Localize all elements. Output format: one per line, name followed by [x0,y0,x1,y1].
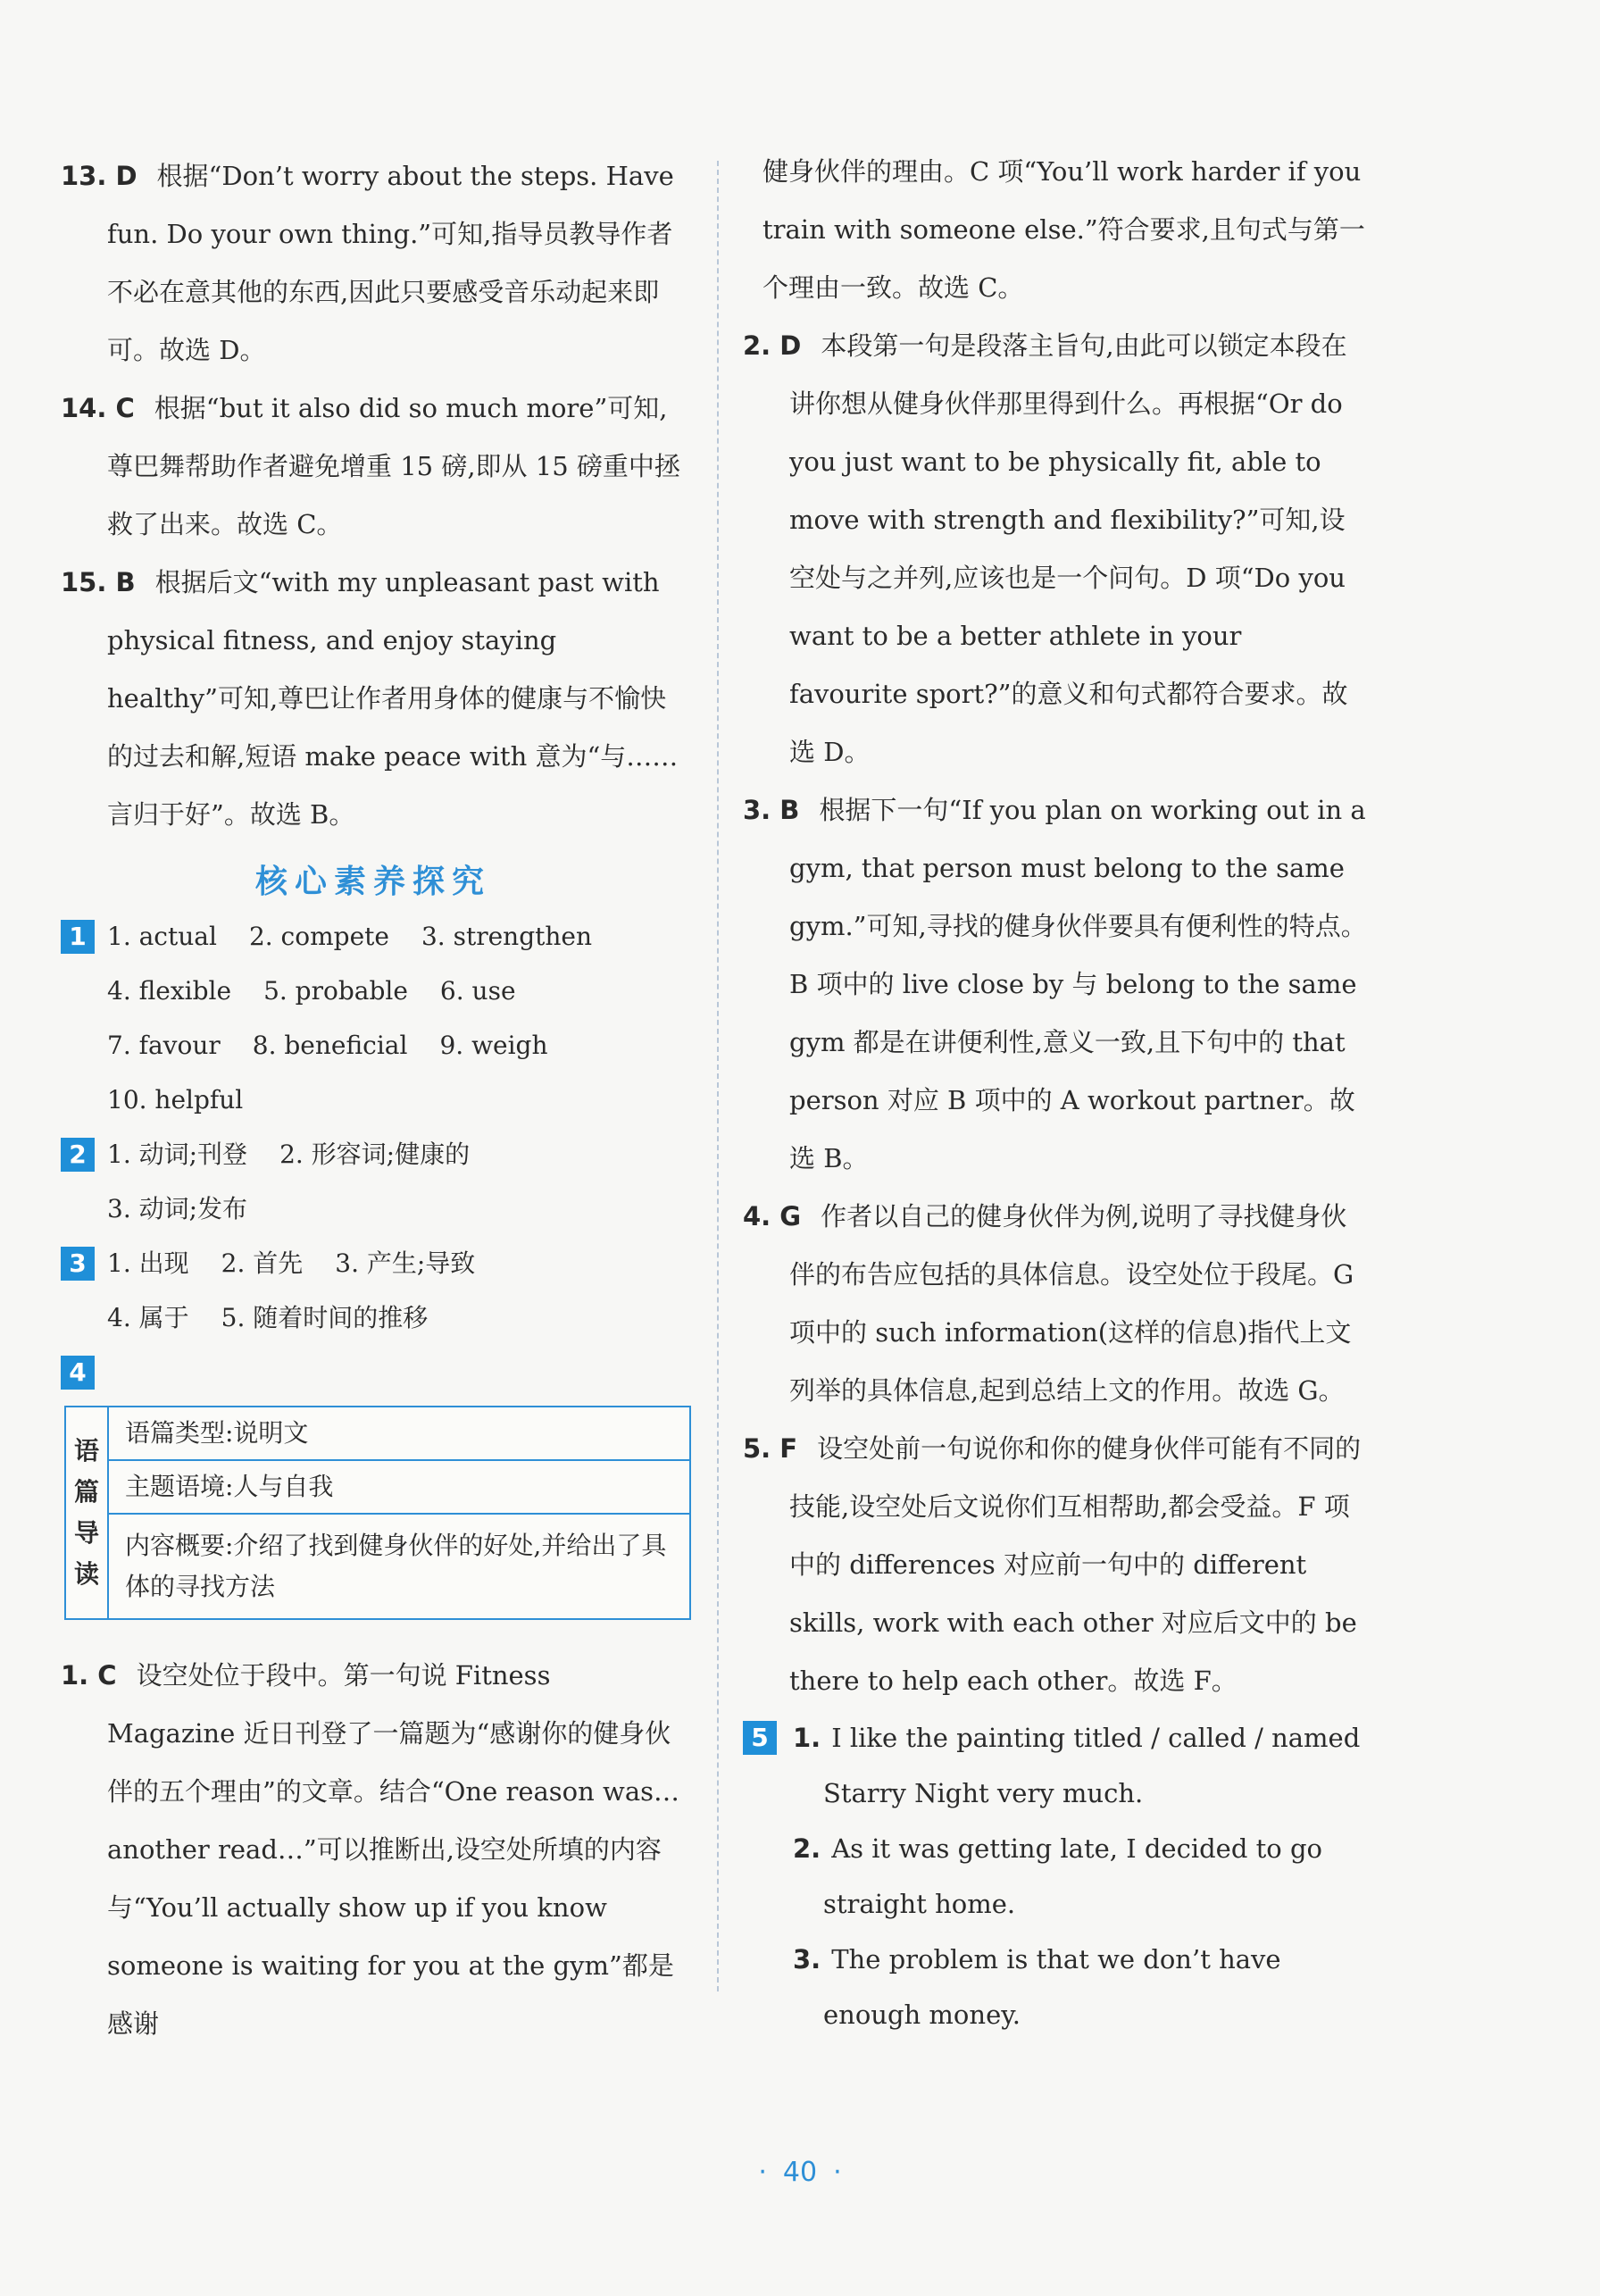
answer-number: 13. D [61,161,138,191]
answer-5 [743,1420,1368,1710]
column-divider [717,161,719,1991]
vocab-line [107,1181,502,1236]
answer-text: 设空处位于段中。第一句说 Fitness Magazine 近日刊登了一篇题为“感谢你的健身伙伴的五个理由”的文章。结合“One reason was… another read…”可以推断出,设空处所填的内容与“You’ll actually show up if you know someone is waiting for you at the gym”都是感谢 [107,1660,680,2039]
answer-15 [61,554,686,844]
vocab-item: 5. probable [263,976,408,1006]
vocab-item: 3. strengthen [421,922,593,951]
vocab-item: 9. weigh [439,1031,548,1060]
vocab-item: 1. 出现 [107,1248,189,1278]
exercise-badge: 5 [743,1721,777,1755]
vocab-line [107,1290,507,1345]
answer-text: 根据下一句“If you plan on working out in a gym, that person must belong to the same gym.”可知,寻找的健身伙伴要具有便利性的特点。B 项中的 live close by 与 belong to the same gym 都是在讲便利性,意义一致,且下句中的 that person 对应 B 项中的 A workout partner。故选 B。 [789,795,1367,1173]
answer-number: 14. C [61,393,135,423]
answer-text: 作者以自己的健身伙伴为例,说明了寻找健身伙伴的布告应包括的具体信息。设空处位于段尾。G 项中的 such information(这样的信息)指代上文列举的具体信息,起到总结上文的作用。故选 G。 [789,1201,1354,1406]
guide-label-char: 语 [73,1436,99,1465]
item-number: 2. [793,1833,821,1864]
left-column [61,147,686,2053]
answer-1 [61,1647,686,2053]
footer-dot: · [833,2157,842,2188]
answer-number: 5. F [743,1433,798,1464]
answer-number: 3. B [743,795,800,825]
page-number: 40 [782,2157,818,2188]
page-footer [0,2157,1600,2188]
exercise-badge: 4 [61,1356,95,1390]
exercise-block-1 [61,909,686,1127]
item-text: As it was getting late, I decided to go straight home. [823,1833,1322,1919]
exercise-block-3 [61,1236,686,1345]
guide-row-type: 语篇类型:说明文 [109,1407,689,1461]
item-number: 3. [793,1944,821,1975]
answer-4 [743,1188,1368,1420]
footer-dot: · [758,2157,767,2188]
vocab-line [107,964,624,1018]
vocab-item: 4. 属于 [107,1303,189,1332]
item-text: The problem is that we don’t have enough money. [823,1944,1281,2030]
exercise-badge: 1 [61,920,95,954]
answer-text: 根据后文“with my unpleasant past with physical fitness, and enjoy staying healthy”可知,尊巴让作者用身体的健康与不愉快的过去和解,短语 make peace with 意为“与……言归于好”。故选 B。 [107,567,679,830]
answer-text: 本段第一句是段落主旨句,由此可以锁定本段在讲你想从健身伙伴那里得到什么。再根据“Or do you just want to be physically fit, able to move with strength and flexibility?”可知,设空处与之并列,应该也是一个问句。D 项“Do you want to be a better athlete in your favourite sport?”的意义和句式都符合要求。故选 D。 [789,330,1348,767]
guide-label-char: 导 [73,1518,99,1548]
item-number: 1. [793,1723,821,1753]
vocab-item: 5. 随着时间的推移 [221,1303,429,1332]
guide-label [66,1407,109,1618]
translation-item [793,1710,1368,1821]
vocab-item: 3. 产生;导致 [335,1248,476,1278]
answer-text: 根据“but it also did so much more”可知,尊巴舞帮助作者避免增重 15 磅,即从 15 磅重中拯救了出来。故选 C。 [107,393,680,539]
vocab-item: 6. use [439,976,516,1006]
vocab-item: 10. helpful [107,1085,244,1115]
vocab-item: 3. 动词;发布 [107,1194,248,1223]
vocab-item: 4. flexible [107,976,232,1006]
answer-text: 根据“Don’t worry about the steps. Have fun. Do your own thing.”可知,指导员教导作者不必在意其他的东西,因此只要感受音乐动起来即可。故选 D。 [107,161,674,365]
exercise-badge: 3 [61,1247,95,1281]
answer-14 [61,380,686,554]
answer-number: 15. B [61,567,136,597]
translation-item [793,1932,1368,2042]
vocab-line [107,909,624,964]
guide-row-summary: 内容概要:介绍了找到健身伙伴的好处,并给出了具体的寻找方法 [125,1531,667,1601]
translation-item [793,1821,1368,1932]
vocab-item: 2. compete [248,922,389,951]
vocab-line [107,1127,502,1181]
answer-13 [61,147,686,380]
answer-number: 4. G [743,1201,802,1231]
vocab-item: 8. beneficial [252,1031,408,1060]
exercise-badge: 2 [61,1138,95,1172]
right-column [743,143,1368,2042]
guide-row-theme: 主题语境:人与自我 [109,1461,689,1515]
answer-text: 设空处前一句说你和你的健身伙伴可能有不同的技能,设空处后文说你们互相帮助,都会受益。F 项中的 differences 对应前一句中的 different skills, work with each other 对应后文中的 be there to help each other。故选 F。 [789,1433,1362,1696]
answer-2 [743,317,1368,781]
vocab-line [107,1018,624,1073]
answer-3 [743,781,1368,1188]
guide-label-char: 篇 [73,1477,99,1507]
exercise-block-4 [61,1345,686,1390]
vocab-item: 7. favour [107,1031,221,1060]
section-title: 核心素养探究 [254,864,491,900]
reading-guide-table [64,1406,691,1620]
exercise-block-5 [743,1710,1368,2042]
vocab-line [107,1073,624,1127]
exercise-block-2 [61,1127,686,1236]
item-text: I like the painting titled / called / named Starry Night very much. [823,1723,1361,1808]
vocab-item: 1. 动词;刊登 [107,1140,248,1169]
vocab-line [107,1236,507,1290]
guide-label-char: 读 [73,1559,99,1589]
answer-number: 2. D [743,330,802,361]
vocab-item: 2. 形容词;健康的 [279,1140,471,1169]
vocab-item: 1. actual [107,922,217,951]
answer-number: 1. C [61,1660,117,1691]
vocab-item: 2. 首先 [221,1248,304,1278]
answer-1-continued: 健身伙伴的理由。C 项“You’ll work harder if you train with someone else.”符合要求,且句式与第一个理由一致。故选 C。 [762,156,1365,303]
